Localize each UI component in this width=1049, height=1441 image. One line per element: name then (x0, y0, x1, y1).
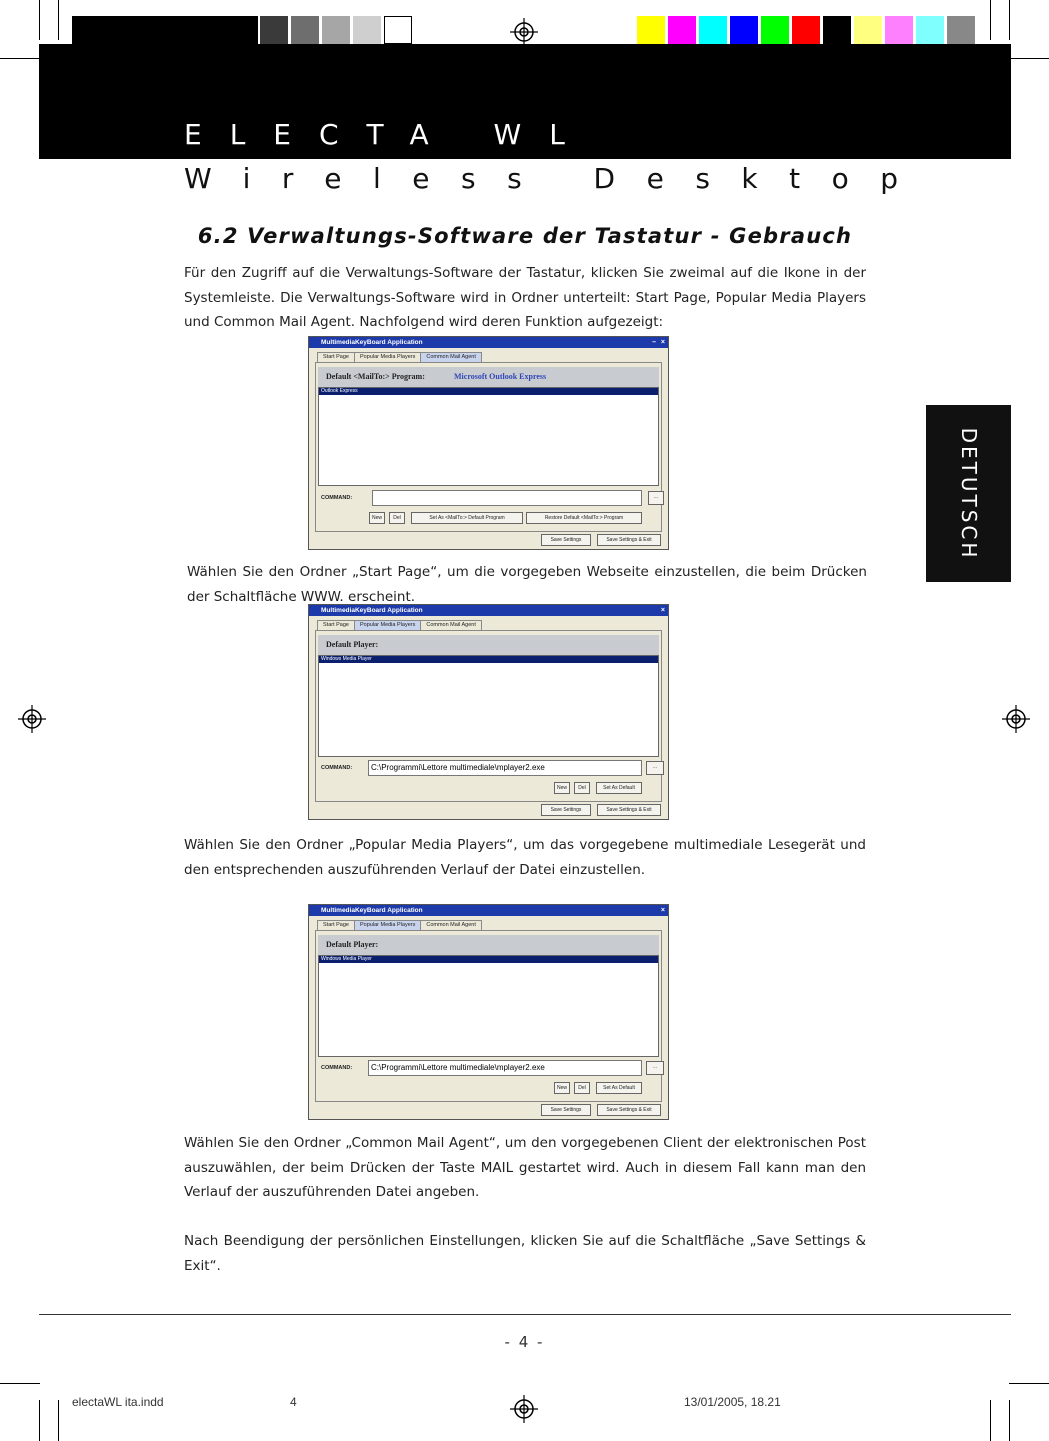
browse-button[interactable]: ... (646, 761, 664, 775)
tab-common-mail-agent[interactable]: Common Mail Agent (420, 920, 482, 930)
player-list[interactable] (318, 655, 659, 757)
crop-mark (39, 1400, 40, 1441)
window-titlebar: MultimediaKeyBoard Application × (309, 905, 668, 916)
crop-mark (39, 0, 40, 40)
default-program-header: Default <MailTo:> Program: Microsoft Outlook Express (318, 367, 659, 387)
save-settings-exit-button[interactable]: Save Settings & Exit (597, 1104, 661, 1116)
tab-start-page[interactable]: Start Page (317, 352, 355, 362)
list-item[interactable]: Windows Media Player (319, 956, 658, 963)
color-swatch (916, 16, 944, 44)
crop-mark (0, 58, 40, 59)
close-icon[interactable]: × (660, 607, 665, 614)
del-button[interactable]: Del (574, 1082, 590, 1094)
crop-mark (1009, 58, 1049, 59)
save-settings-button[interactable]: Save Settings (541, 534, 591, 546)
crop-mark (1009, 1400, 1010, 1441)
color-swatch (730, 16, 758, 44)
tab-bar (317, 352, 481, 362)
close-icon[interactable]: × (660, 339, 665, 346)
tab-common-mail-agent[interactable]: Common Mail Agent (420, 620, 482, 630)
tab-popular-media-players[interactable]: Popular Media Players (354, 620, 421, 630)
grayscale-swatch (353, 16, 381, 44)
language-tab-label: DETUTSCH (956, 427, 981, 560)
registration-mark-icon (1002, 705, 1030, 733)
intro-paragraph: Für den Zugriff auf die Verwaltungs-Software der Tastatur, klicken Sie zweimal auf die Ikone in der Systemleiste. Die Verwaltungs-Software wird in Ordner unterteilt: Start Page, Popular Media Players und Common Mail Agent. Nachfolgend wird deren Funktion aufgezeigt: (184, 265, 866, 330)
command-label: COMMAND: (321, 495, 353, 501)
save-settings-button[interactable]: Save Settings (541, 1104, 591, 1116)
save-settings-exit-button[interactable]: Save Settings & Exit (597, 534, 661, 546)
tab-panel (315, 362, 662, 532)
window-titlebar: MultimediaKeyBoard Application × (309, 605, 668, 616)
tab-bar (317, 620, 481, 630)
section-title: 6.2 Verwaltungs-Software der Tastatur - Gebrauch (197, 224, 853, 248)
brand-title: ELECTA WL (184, 118, 593, 151)
save-settings-button[interactable]: Save Settings (541, 804, 591, 816)
color-swatch (792, 16, 820, 44)
color-swatch (947, 16, 975, 44)
slug-page: 4 (290, 1395, 297, 1409)
crop-mark (58, 1400, 59, 1441)
grayscale-swatch (260, 16, 288, 44)
default-player-header: Default Player: (318, 935, 659, 955)
set-as-default-button[interactable]: Set As Default (596, 782, 642, 794)
new-button[interactable]: New (369, 512, 385, 524)
tab-popular-media-players[interactable]: Popular Media Players (354, 920, 421, 930)
new-button[interactable]: New (554, 1082, 570, 1094)
grayscale-swatch (322, 16, 350, 44)
grayscale-swatch (72, 16, 258, 44)
command-label: COMMAND: (321, 765, 353, 771)
set-mailto-default-button[interactable]: Set As <MailTo:> Default Program (411, 512, 523, 524)
registration-mark-icon (510, 1395, 538, 1423)
color-swatch (668, 16, 696, 44)
color-swatch (761, 16, 789, 44)
browse-button[interactable]: ... (646, 1061, 664, 1075)
list-item[interactable]: Windows Media Player (319, 656, 658, 663)
brand-subtitle: Wireless Desktop (184, 162, 930, 195)
app-window-media-players-2 (308, 904, 669, 1120)
restore-mailto-default-button[interactable]: Restore Default <MailTo:> Program (526, 512, 642, 524)
color-swatch (823, 16, 851, 44)
grayscale-swatch (384, 16, 412, 44)
color-swatch (699, 16, 727, 44)
color-swatch (637, 16, 665, 44)
tab-panel (315, 930, 662, 1102)
crop-mark (990, 1400, 991, 1441)
crop-mark (0, 1383, 40, 1384)
del-button[interactable]: Del (389, 512, 405, 524)
player-list[interactable] (318, 955, 659, 1057)
footer-rule (39, 1314, 1011, 1315)
tab-popular-media-players[interactable]: Popular Media Players (354, 352, 421, 362)
slug-date: 13/01/2005, 18.21 (684, 1395, 781, 1409)
media-players-paragraph: Wählen Sie den Ordner „Popular Media Players“, um das vorgegebene multimediale Lesegerät und den entsprechenden auszuführenden Verlauf der Datei einzustellen. (184, 837, 866, 878)
slug-filename: electaWL ita.indd (72, 1395, 164, 1409)
color-swatch (854, 16, 882, 44)
program-list[interactable] (318, 387, 659, 486)
save-paragraph: Nach Beendigung der persönlichen Einstellungen, klicken Sie auf die Schaltfläche „Save Settings & Exit“. (184, 1233, 866, 1274)
tab-bar (317, 920, 481, 930)
mail-agent-paragraph: Wählen Sie den Ordner „Common Mail Agent“, um den vorgegebenen Client der elektronischen Post auszuwählen, der beim Drücken der Taste MAIL gestartet wird. Auch in diesem Fall kann man den Verlauf der auszuführenden Datei angeben. (184, 1135, 866, 1200)
crop-mark (990, 0, 991, 40)
default-player-header: Default Player: (318, 635, 659, 655)
crop-mark (1009, 0, 1010, 40)
command-input[interactable]: C:\Programmi\Lettore multimediale\mplayer2.exe (368, 1060, 642, 1076)
save-settings-exit-button[interactable]: Save Settings & Exit (597, 804, 661, 816)
del-button[interactable]: Del (574, 782, 590, 794)
tab-start-page[interactable]: Start Page (317, 620, 355, 630)
page-number: - 4 - (504, 1333, 545, 1351)
crop-mark (1009, 1383, 1049, 1384)
crop-mark (58, 0, 59, 40)
color-swatch (885, 16, 913, 44)
list-item[interactable]: Outlook Express (319, 388, 658, 395)
new-button[interactable]: New (554, 782, 570, 794)
tab-common-mail-agent[interactable]: Common Mail Agent (420, 352, 482, 362)
app-window-media-players (308, 604, 669, 820)
start-page-paragraph: Wählen Sie den Ordner „Start Page“, um die vorgegeben Webseite einzustellen, die beim Drücken der Schaltfläche WWW. erscheint. (187, 564, 867, 605)
app-window-mail-agent (308, 336, 669, 550)
set-as-default-button[interactable]: Set As Default (596, 1082, 642, 1094)
grayscale-swatch (291, 16, 319, 44)
registration-mark-icon (510, 18, 538, 46)
registration-mark-icon (18, 705, 46, 733)
command-label: COMMAND: (321, 1065, 353, 1071)
window-titlebar: MultimediaKeyBoard Application – × (309, 337, 668, 348)
minimize-icon[interactable]: – (652, 339, 656, 346)
command-input[interactable]: C:\Programmi\Lettore multimediale\mplayer2.exe (368, 760, 642, 776)
tab-start-page[interactable]: Start Page (317, 920, 355, 930)
close-icon[interactable]: × (660, 907, 665, 914)
browse-button[interactable]: ... (648, 491, 664, 505)
language-tab (926, 405, 1011, 582)
tab-panel (315, 630, 662, 802)
command-input[interactable] (372, 490, 642, 506)
